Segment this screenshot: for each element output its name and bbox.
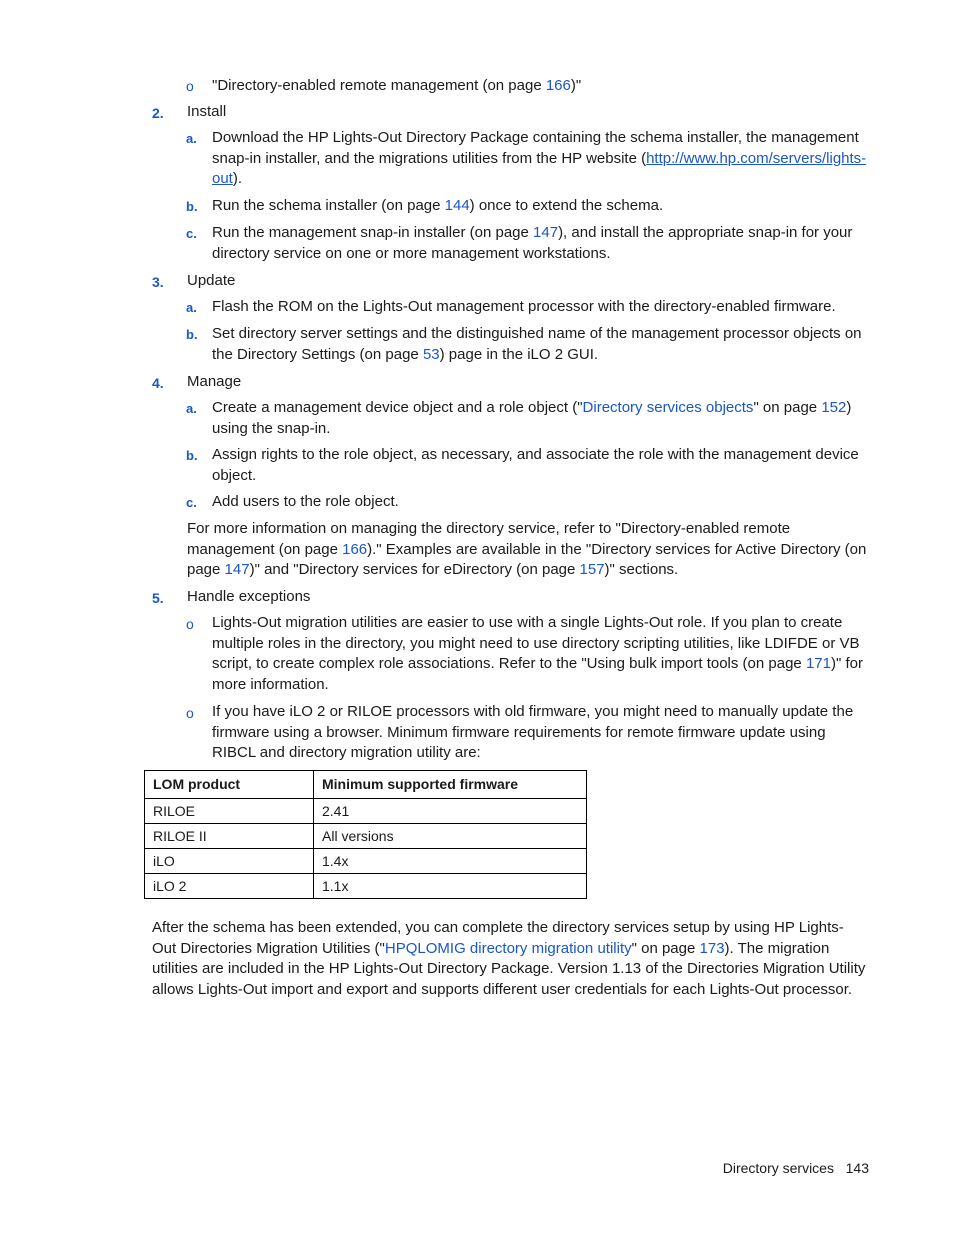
table-cell: 1.1x	[314, 874, 587, 899]
bullet-marker: o	[186, 705, 194, 721]
page-link[interactable]: 147	[533, 224, 559, 241]
table-row	[145, 874, 587, 899]
list-item: "Directory-enabled remote management (on page 166)"	[212, 77, 582, 94]
list-item: Flash the ROM on the Lights-Out management processor with the directory-enabled firmware.	[212, 298, 836, 315]
page-link[interactable]: 157	[579, 561, 605, 578]
table-row	[145, 824, 587, 849]
substep-letter: b.	[186, 448, 198, 463]
directory-services-objects-link[interactable]: Directory services objects	[582, 399, 754, 416]
step-number: 3.	[152, 274, 164, 290]
list-item: Download the HP Lights-Out Directory Package containing the schema installer, the management snap-in installer, and the migrations utilities from the HP website (http://www.hp.com/servers/lights-out).	[212, 129, 867, 187]
list-item: Add users to the role object.	[212, 493, 399, 510]
page-link[interactable]: 53	[422, 345, 440, 363]
page-link[interactable]: 171	[805, 655, 831, 672]
table-cell: iLO 2	[145, 874, 314, 899]
footer-section: Directory services	[722, 1160, 834, 1176]
list-item: Set directory server settings and the distinguished name of the management processor objects on the Directory Settings (on page 53) page in the iLO 2 GUI.	[212, 325, 862, 363]
list-item: Lights-Out migration utilities are easier to use with a single Lights-Out role. If you plan to create multiple roles in the directory, you might need to use directory scripting utilities, like LDIFDE or VB script, to create complex role associations. Refer to the "Using bulk import tools (on page 171)" for more information.	[212, 614, 863, 693]
step-title: Handle exceptions	[187, 588, 311, 605]
table-header-row	[145, 771, 587, 799]
page-link[interactable]: 144	[444, 197, 470, 214]
list-item: Create a management device object and a role object ("Directory services objects" on page 152) using the snap-in.	[212, 399, 852, 437]
substep-letter: b.	[186, 199, 198, 214]
step-number: 4.	[152, 375, 164, 391]
list-item: Assign rights to the role object, as necessary, and associate the role with the management device object.	[212, 446, 859, 484]
hp-website-link[interactable]: http://www.hp.com/servers/lights-out	[212, 149, 867, 187]
bullet-marker: o	[186, 78, 194, 94]
table-cell: All versions	[314, 824, 587, 849]
page-link[interactable]: 166	[545, 77, 571, 94]
page-link[interactable]: 152	[821, 399, 847, 416]
step-title: Update	[187, 272, 236, 289]
table-cell: iLO	[145, 849, 314, 874]
substep-letter: a.	[186, 131, 197, 146]
table-row	[145, 799, 587, 824]
table-cell: RILOE	[145, 799, 314, 824]
substep-letter: c.	[186, 495, 197, 510]
page-footer	[723, 1158, 869, 1179]
hpqlomig-link[interactable]: HPQLOMIG directory migration utility	[384, 939, 632, 957]
step-title: Install	[187, 103, 227, 120]
column-header: Minimum supported firmware	[314, 771, 587, 799]
list-item: If you have iLO 2 or RILOE processors with old firmware, you might need to manually update the firmware using a browser. Minimum firmware requirements for remote firmware update using RIBCL and directory migration utility are:	[212, 703, 854, 761]
substep-letter: b.	[186, 327, 198, 342]
step-number: 2.	[152, 105, 164, 121]
column-header: LOM product	[145, 771, 314, 799]
substep-letter: a.	[186, 300, 197, 315]
table-cell: 1.4x	[314, 849, 587, 874]
table-row	[145, 849, 587, 874]
table-cell: RILOE II	[145, 824, 314, 849]
step-number: 5.	[152, 590, 164, 606]
page-number: 143	[845, 1160, 869, 1176]
table-cell: 2.41	[314, 799, 587, 824]
bullet-marker: o	[186, 616, 194, 632]
list-item: Run the schema installer (on page 144) once to extend the schema.	[212, 197, 664, 214]
step-title: Manage	[187, 373, 242, 390]
info-paragraph: For more information on managing the directory service, refer to "Directory-enabled remote management (on page 166)." Examples are available in the "Directory services for Active Directory (on page 147)" and "Directory services for eDirectory (on page 157)" sections.	[187, 520, 867, 578]
page-link[interactable]: 173	[699, 939, 725, 957]
firmware-table	[144, 770, 587, 899]
closing-paragraph: After the schema has been extended, you can complete the directory services setup by using HP Lights-Out Directories Migration Utilities ("HPQLOMIG directory migration utility" on page 173). The migration utilities are included in the HP Lights-Out Directory Package. Version 1.13 of the Directories Migration Utility allows Lights-Out import and export and supports different user credentials for each Lights-Out processor.	[152, 919, 866, 998]
substep-letter: a.	[186, 401, 197, 416]
page-link[interactable]: 147	[224, 561, 250, 578]
substep-letter: c.	[186, 226, 197, 241]
list-item: Run the management snap-in installer (on page 147), and install the appropriate snap-in for your directory service on one or more management workstations.	[212, 224, 853, 262]
page-link[interactable]: 166	[342, 540, 368, 558]
